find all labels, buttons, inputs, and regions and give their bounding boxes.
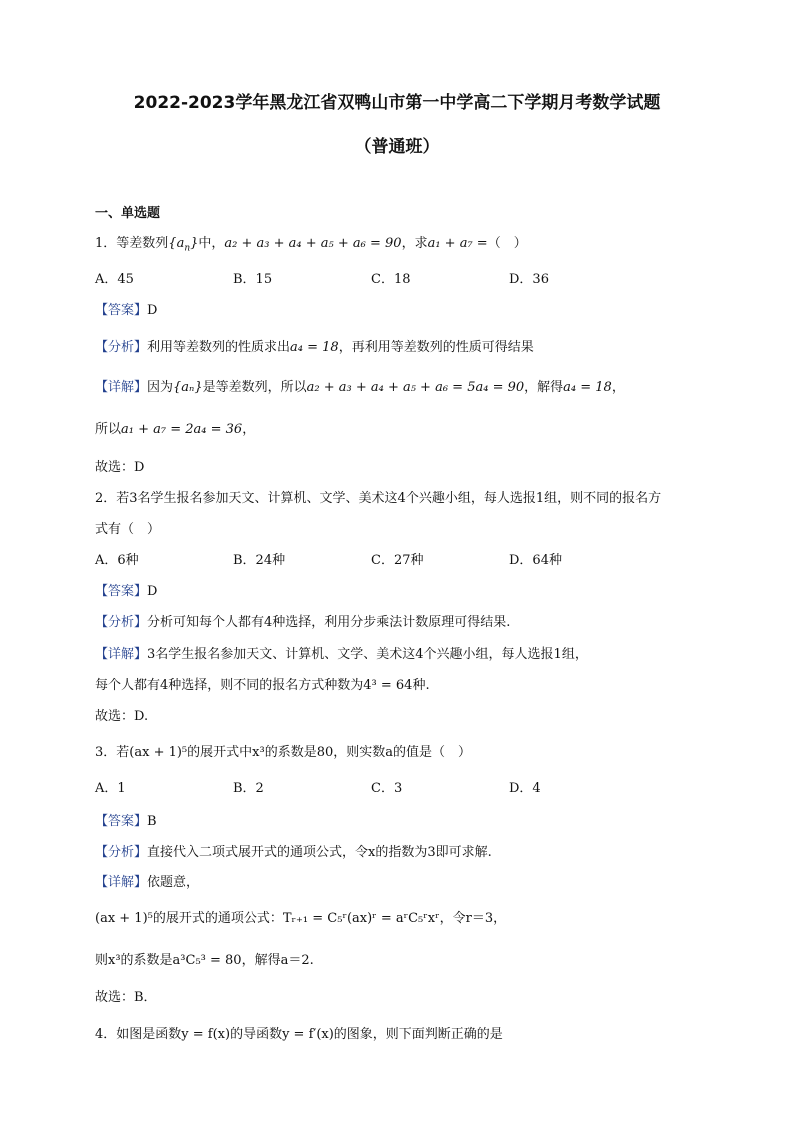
detail-label: 【详解】 — [95, 647, 148, 662]
exam-title-line2: （普通班） — [354, 137, 440, 157]
q2-stem-line1 — [95, 489, 661, 509]
q3-answer-value: B — [147, 814, 157, 829]
q2-number: 2． — [95, 491, 117, 506]
q1-ask: a₁ + a₇ = — [427, 236, 488, 251]
q2-choose: 故选：D. — [95, 709, 149, 724]
q1-detail-text-a: 因为 — [147, 380, 174, 395]
q1-analysis-text-b: ，再利用等差数列的性质可得结果 — [338, 340, 534, 355]
q4-stem — [95, 1025, 503, 1045]
analysis-label: 【分析】 — [95, 615, 148, 630]
q1-stem-b: 中， — [198, 236, 225, 251]
q3-option-c: C．3 — [371, 781, 403, 796]
q1-option-a: A．45 — [95, 272, 134, 287]
q2-analysis-text: 分析可知每个人都有4种选择，利用分步乘法计数原理可得结果. — [147, 615, 511, 630]
q3-option-d: D．4 — [509, 781, 541, 796]
detail-label: 【详解】 — [95, 875, 148, 890]
q1-detail-text-d: ， — [611, 380, 625, 395]
section-heading: 一、单选题 — [95, 206, 161, 221]
answer-label: 【答案】 — [95, 814, 148, 829]
exam-title-line1: 2022-2023学年黑龙江省双鸭山市第一中学高二下学期月考数学试题 — [133, 93, 661, 113]
q1-detail-text-b: 是等差数列，所以 — [202, 380, 307, 395]
answer-label: 【答案】 — [95, 303, 148, 318]
q2-analysis — [95, 613, 510, 633]
q4-number: 4． — [95, 1027, 117, 1042]
q1-stem-c: ，求 — [401, 236, 428, 251]
analysis-label: 【分析】 — [95, 340, 148, 355]
q1-detail — [95, 378, 625, 398]
q3-coef: 则x³的系数是a³C₅³ = 80，解得a＝2. — [95, 953, 314, 968]
q2-option-d: D．64种 — [509, 553, 562, 568]
q1-detail-line2 — [95, 420, 255, 440]
q3-formula: (ax + 1)⁵的展开式的通项公式：Tᵣ₊₁ = C₅ʳ(ax)ʳ = aʳC₅ʳxʳ，令r＝3， — [95, 911, 507, 926]
q2-stem-text: 若3名学生报名参加天文、计算机、文学、美术这4个兴趣小组，每人选报1组，则不同的报名方 — [116, 491, 662, 506]
q3-stem — [95, 743, 471, 763]
q1-detail-seq: {aₙ} — [173, 380, 203, 395]
q3-answer — [95, 812, 157, 832]
q2-detail — [95, 645, 588, 665]
q3-option-a: A．1 — [95, 781, 126, 796]
q1-analysis-math: a₄ = 18 — [290, 340, 339, 355]
q2-stem-line2: 式有（ ） — [95, 522, 161, 537]
q1-answer-value: D — [147, 303, 158, 318]
q1-detail-math2: a₄ = 18 — [563, 380, 612, 395]
q2-answer — [95, 582, 157, 602]
q1-option-b: B．15 — [233, 272, 273, 287]
q3-analysis — [95, 843, 492, 863]
q2-detail-text: 3名学生报名参加天文、计算机、文学、美术这4个兴趣小组，每人选报1组， — [147, 647, 588, 662]
q1-line2-math: a₁ + a₇ = 2a₄ = 36 — [121, 422, 243, 437]
q3-option-b: B．2 — [233, 781, 264, 796]
q1-paren: （ ） — [487, 236, 527, 251]
q3-choose: 故选：B． — [95, 990, 157, 1005]
q1-option-c: C．18 — [371, 272, 411, 287]
q2-option-a: A．6种 — [95, 553, 139, 568]
q2-option-b: B．24种 — [233, 553, 286, 568]
analysis-label: 【分析】 — [95, 845, 148, 860]
q3-detail — [95, 873, 199, 893]
q1-option-d: D．36 — [509, 272, 549, 287]
q3-detail-text: 依题意， — [147, 875, 200, 890]
q1-seq: $\{a_n\}$ — [168, 236, 199, 254]
detail-label: 【详解】 — [95, 380, 148, 395]
q1-detail-math: a₂ + a₃ + a₄ + a₅ + a₆ = 5a₄ = 90 — [306, 380, 525, 395]
q1-analysis-text-a: 利用等差数列的性质求出 — [147, 340, 291, 355]
q4-stem-text: 如图是函数y = f(x)的导函数y = f′(x)的图象，则下面判断正确的是 — [116, 1027, 503, 1042]
q1-condition: a₂ + a₃ + a₄ + a₅ + a₆ = 90 — [224, 236, 402, 251]
q3-analysis-text: 直接代入二项式展开式的通项公式，令x的指数为3即可求解. — [147, 845, 492, 860]
q1-line2-text-a: 所以 — [95, 422, 122, 437]
q1-answer — [95, 301, 157, 321]
q3-stem-text: 若(ax + 1)⁵的展开式中x³的系数是80，则实数a的值是（ ） — [116, 745, 471, 760]
q1-stem-a: 等差数列 — [116, 236, 169, 251]
q1-choose: 故选：D — [95, 460, 145, 475]
q1-number: 1． — [95, 236, 117, 251]
q2-answer-value: D — [147, 584, 158, 599]
q1-analysis — [95, 338, 534, 358]
q3-number: 3． — [95, 745, 117, 760]
q1-line2-text-b: ， — [242, 422, 256, 437]
q1-detail-text-c: ，解得 — [524, 380, 564, 395]
q2-option-c: C．27种 — [371, 553, 424, 568]
q1-stem — [95, 234, 527, 254]
q2-detail-line2: 每个人都有4种选择，则不同的报名方式种数为4³ = 64种. — [95, 678, 430, 693]
answer-label: 【答案】 — [95, 584, 148, 599]
